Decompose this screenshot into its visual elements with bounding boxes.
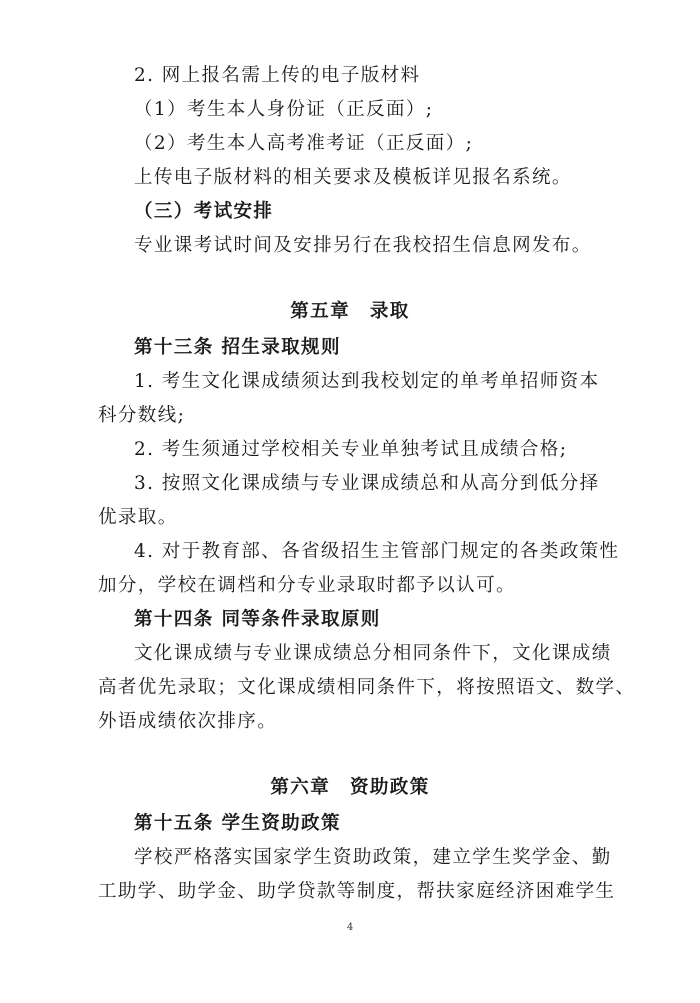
list-item: 2. 网上报名需上传的电子版材料 (134, 65, 421, 86)
chapter-title: 第五章 录取 (290, 301, 410, 322)
paragraph-line: 学校严格落实国家学生资助政策，建立学生奖学金、勤 (134, 847, 612, 868)
article-heading: 第十四条 同等条件录取原则 (134, 609, 381, 630)
list-item: 4. 对于教育部、各省级招生主管部门规定的各类政策性 (134, 541, 620, 562)
chapter-title: 第六章 资助政策 (270, 777, 430, 798)
paragraph-line: 工助学、助学金、助学贷款等制度，帮扶家庭经济困难学生 (98, 881, 616, 902)
list-item-continuation: 加分，学校在调档和分专业录取时都予以认可。 (98, 575, 516, 596)
list-item: 3. 按照文化课成绩与专业课成绩总和从高分到低分择 (134, 473, 600, 494)
list-item-continuation: 优录取。 (98, 507, 178, 528)
list-item: 1. 考生文化课成绩须达到我校划定的单考单招师资本 (134, 371, 600, 392)
list-item-continuation: 科分数线; (98, 405, 186, 426)
paragraph-line: 文化课成绩与专业课成绩总分相同条件下，文化课成绩 (134, 643, 612, 664)
article-heading: 第十三条 招生录取规则 (134, 337, 341, 358)
paragraph-line: 上传电子版材料的相关要求及模板详见报名系统。 (134, 167, 572, 188)
article-heading: 第十五条 学生资助政策 (134, 813, 341, 834)
list-item: （2）考生本人高考准考证（正反面）; (134, 133, 474, 154)
list-item: （1）考生本人身份证（正反面）; (134, 99, 434, 120)
page-number: 4 (346, 922, 354, 933)
paragraph-line: 专业课考试时间及安排另行在我校招生信息网发布。 (134, 235, 592, 256)
section-heading: （三）考试安排 (134, 201, 274, 222)
list-item: 2. 考生须通过学校相关专业单独考试且成绩合格; (134, 439, 568, 460)
paragraph-line: 高者优先录取；文化课成绩相同条件下，将按照语文、数学、 (98, 677, 636, 698)
paragraph-line: 外语成绩依次排序。 (98, 711, 278, 732)
